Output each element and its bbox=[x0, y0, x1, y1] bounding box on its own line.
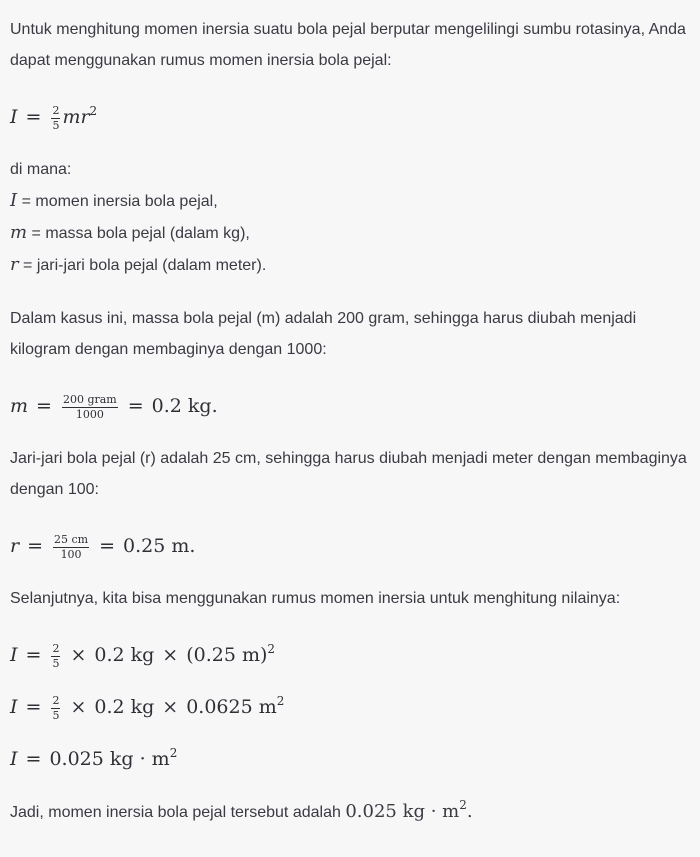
intro-paragraph: Untuk menghitung momen inersia suatu bola pejal berputar mengelilingi sumbu rotasinya, Anda dapat menggunakan rumus momen inersia bola pejal: bbox=[10, 21, 686, 69]
calc2-times-2: × bbox=[162, 696, 179, 718]
definition-text: = momen inersia bola pejal, bbox=[17, 193, 218, 210]
radius-lhs: r bbox=[10, 535, 20, 557]
calculation-equation-1 bbox=[10, 640, 688, 670]
conclusion-paragraph bbox=[10, 796, 688, 828]
radius-fraction bbox=[53, 534, 89, 561]
formula-equals: = bbox=[25, 106, 42, 128]
definition-symbol: I bbox=[10, 190, 18, 211]
radius-fraction-numerator: 25 cm bbox=[54, 532, 89, 546]
mass-paragraph: Dalam kasus ini, massa bola pejal (m) adalah 200 gram, sehingga harus diubah menjadi kilogram dengan membaginya dengan 1000: bbox=[10, 310, 637, 358]
definition-item-m bbox=[10, 217, 688, 249]
definitions-block bbox=[10, 154, 688, 281]
radius-equals: = bbox=[27, 535, 44, 557]
calc1-fraction-denominator: 5 bbox=[52, 656, 60, 670]
calc1-times-1: × bbox=[70, 644, 87, 666]
definition-text: = jari-jari bola pejal (dalam meter). bbox=[18, 257, 267, 274]
formula-exponent: 2 bbox=[89, 104, 98, 118]
calc2-mass: 0.2 kg bbox=[94, 696, 155, 718]
calc1-times-2: × bbox=[162, 644, 179, 666]
definitions-heading: di mana: bbox=[10, 161, 72, 178]
calc1-equals: = bbox=[25, 644, 42, 666]
mass-result: 0.2 kg. bbox=[151, 395, 218, 417]
calc1-exponent: 2 bbox=[267, 642, 276, 656]
conclusion-value: 0.025 kg · m bbox=[345, 801, 460, 822]
calc2-radius: 0.0625 m bbox=[186, 696, 277, 718]
calc3-lhs: I bbox=[10, 748, 18, 770]
radius-result: 0.25 m. bbox=[123, 535, 196, 557]
calc2-equals: = bbox=[25, 696, 42, 718]
mass-equals: = bbox=[36, 395, 52, 417]
formula-rhs: mr bbox=[62, 106, 90, 128]
calc2-times-1: × bbox=[70, 696, 87, 718]
formula-fraction bbox=[51, 105, 60, 132]
calculation-paragraph: Selanjutnya, kita bisa menggunakan rumus momen inersia untuk menghitung nilainya: bbox=[10, 590, 621, 607]
mass-equals-2: = bbox=[127, 395, 144, 417]
calc1-radius: (0.25 m) bbox=[186, 644, 268, 666]
calculation-equation-2 bbox=[10, 692, 688, 722]
mass-lhs: m bbox=[10, 395, 29, 417]
formula-fraction-numerator: 2 bbox=[52, 103, 60, 117]
mass-fraction-numerator: 200 gram bbox=[62, 392, 117, 406]
calc2-fraction-numerator: 2 bbox=[52, 693, 60, 707]
radius-equation bbox=[10, 531, 688, 561]
calc2-exponent: 2 bbox=[276, 694, 285, 708]
calc2-lhs: I bbox=[10, 696, 18, 718]
conclusion-exponent: 2 bbox=[459, 798, 467, 812]
radius-paragraph: Jari-jari bola pejal (r) adalah 25 cm, sehingga harus diubah menjadi meter dengan membaginya dengan 100: bbox=[10, 450, 687, 498]
calculation-equation-3 bbox=[10, 744, 688, 774]
formula-fraction-denominator: 5 bbox=[52, 118, 60, 132]
calc1-lhs: I bbox=[10, 644, 18, 666]
formula-moment-of-inertia bbox=[10, 102, 688, 132]
calc3-equals: = bbox=[25, 748, 42, 770]
radius-fraction-denominator: 100 bbox=[60, 547, 82, 561]
calc1-mass: 0.2 kg bbox=[94, 644, 155, 666]
mass-fraction bbox=[62, 394, 118, 421]
definition-item-r bbox=[10, 249, 688, 281]
calc3-value: 0.025 kg · m bbox=[49, 748, 170, 770]
definition-item-I bbox=[10, 185, 688, 217]
conclusion-end: . bbox=[466, 801, 473, 822]
calc1-fraction bbox=[51, 643, 60, 670]
formula-lhs: I bbox=[10, 106, 18, 128]
conclusion-text: Jadi, momen inersia bola pejal tersebut adalah bbox=[10, 804, 346, 821]
calc3-exponent: 2 bbox=[169, 746, 178, 760]
definition-text: = massa bola pejal (dalam kg), bbox=[27, 225, 250, 242]
calc2-fraction bbox=[51, 695, 60, 722]
calc2-fraction-denominator: 5 bbox=[52, 708, 60, 722]
radius-equals-2: = bbox=[99, 535, 116, 557]
definition-symbol: m bbox=[10, 222, 28, 243]
calc1-fraction-numerator: 2 bbox=[52, 641, 60, 655]
definition-symbol: r bbox=[10, 254, 19, 275]
mass-equation bbox=[10, 391, 688, 421]
mass-fraction-denominator: 1000 bbox=[75, 407, 104, 421]
